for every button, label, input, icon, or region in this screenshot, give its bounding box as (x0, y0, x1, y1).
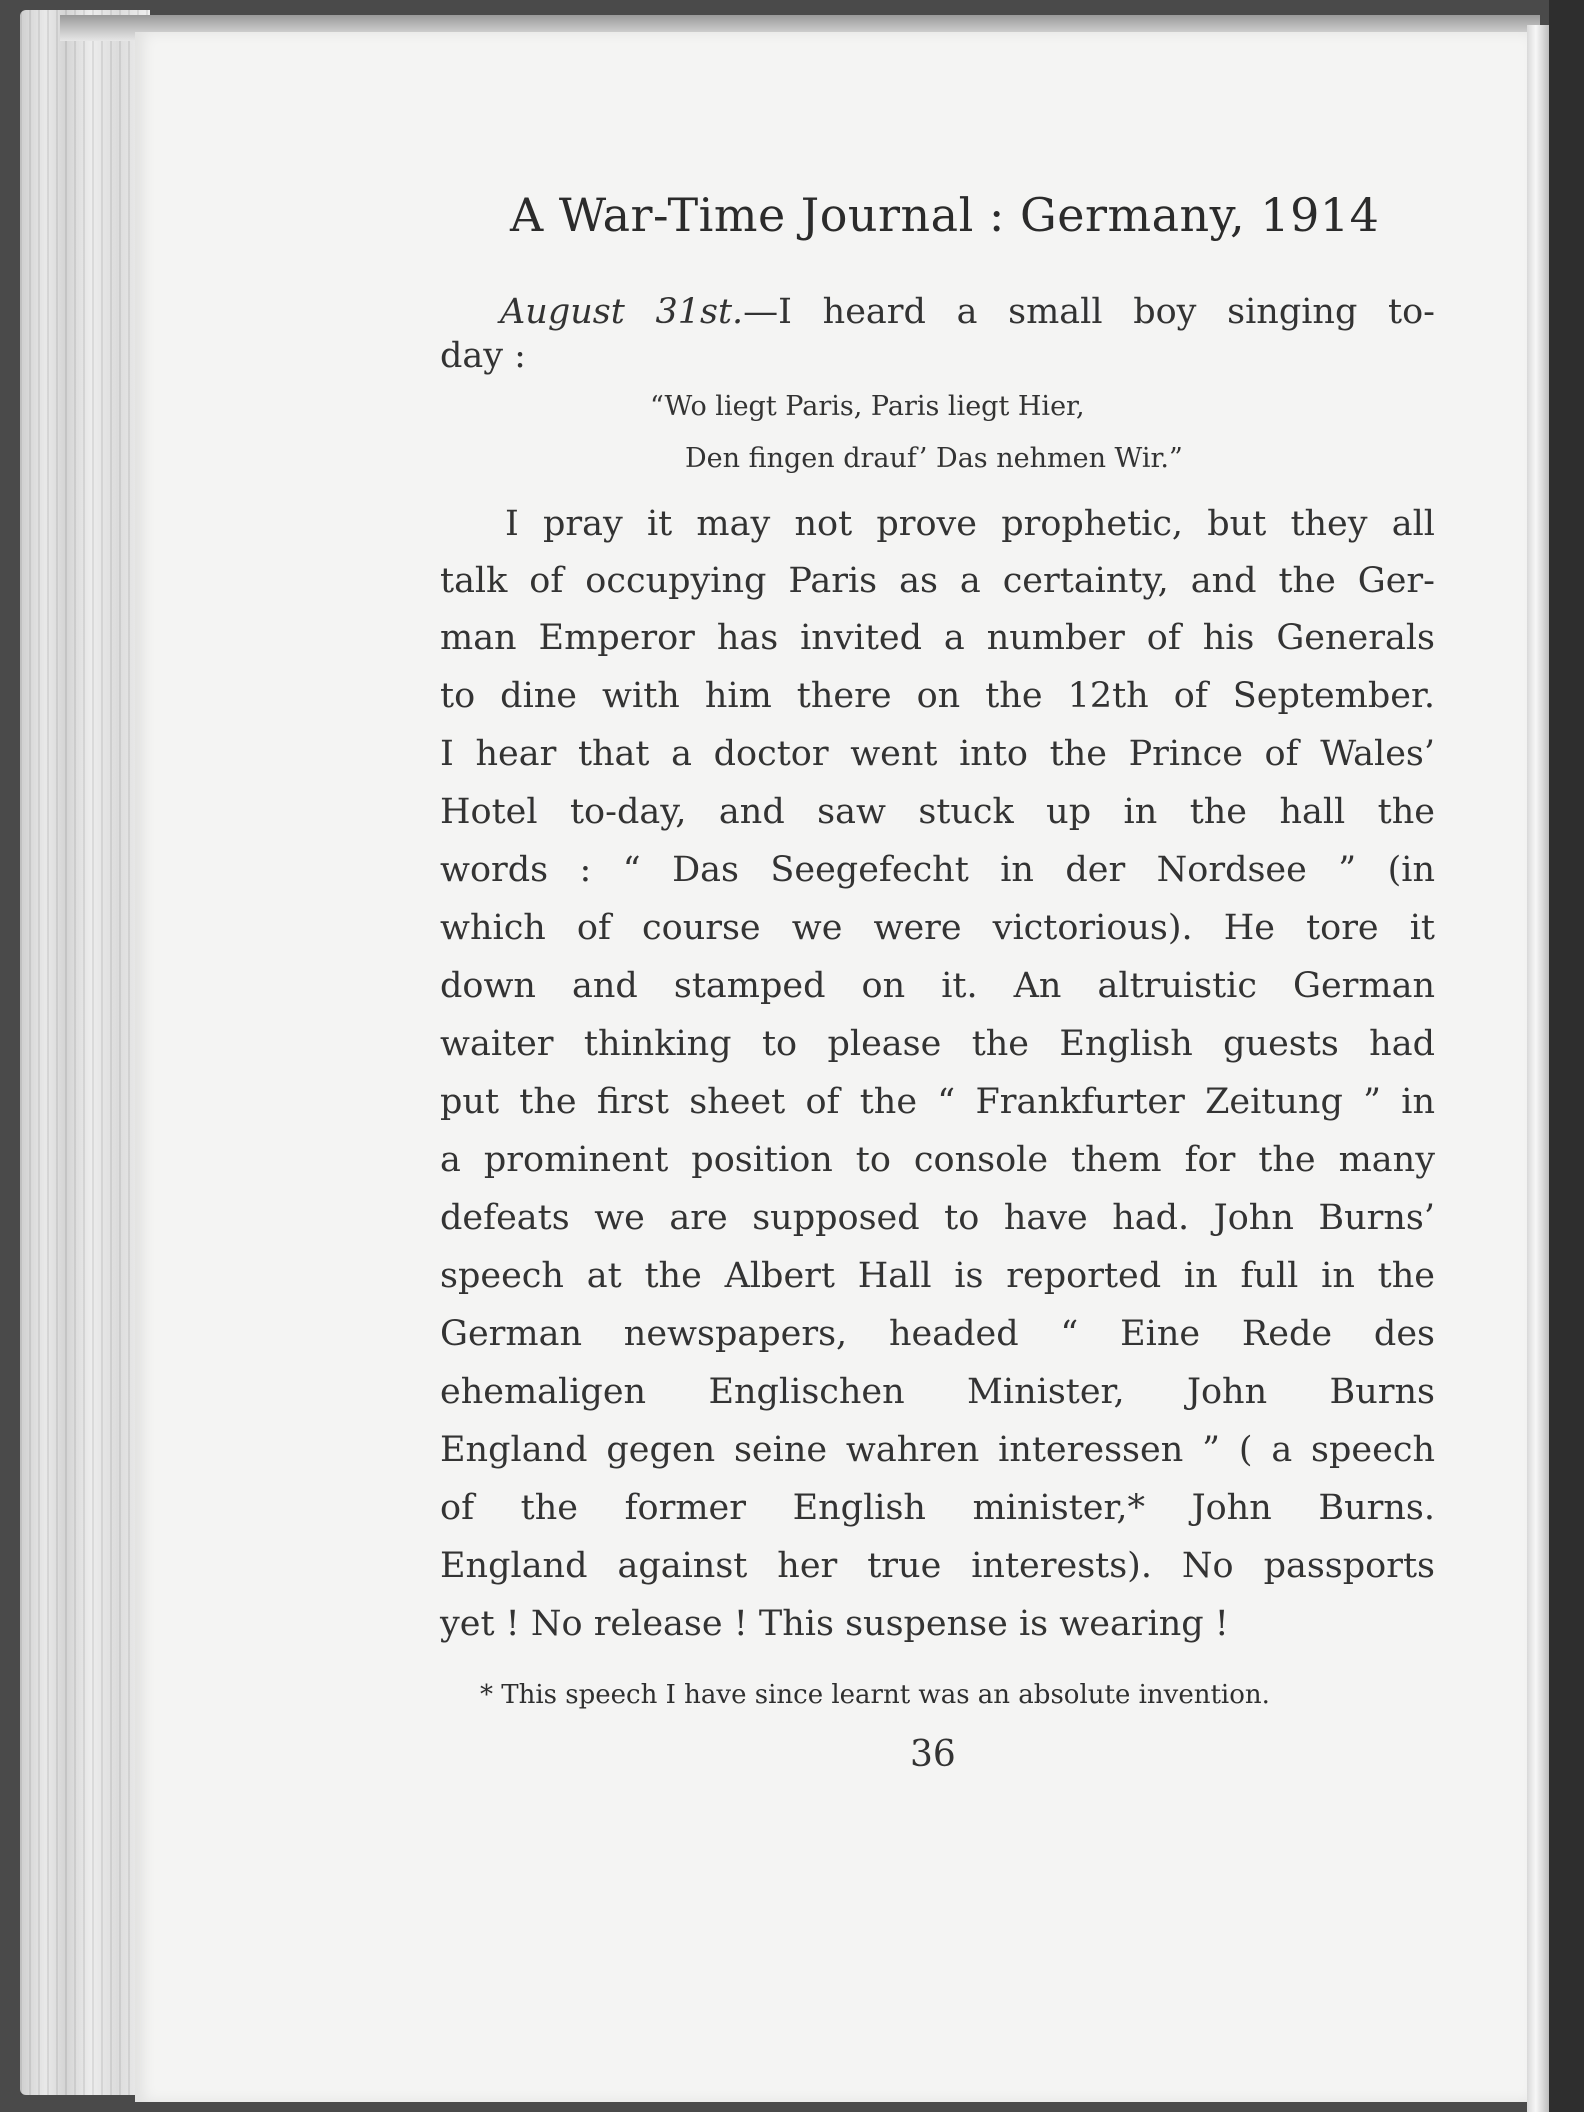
body-line-10: waiter thinking to please the English guests had (440, 1024, 1435, 1064)
body-line-11: put the first sheet of the “ Frankfurter Zeitung ” in (440, 1082, 1435, 1122)
verse-line-2: Den fingen drauf’ Das nehmen Wir.” (685, 443, 1183, 474)
book-page-stack (20, 10, 150, 2095)
body-line-5: I hear that a doctor went into the Prince of Wales’ (440, 734, 1435, 774)
body-line-16: ehemaligen Englischen Minister, John Burns (440, 1372, 1435, 1412)
entry-intro-line (500, 290, 1435, 334)
entry-intro-text: —I heard a small boy singing to- (743, 292, 1435, 332)
footnote: * This speech I have since learnt was an absolute invention. (480, 1680, 1270, 1710)
page-title: A War-Time Journal : Germany, 1914 (510, 188, 1380, 242)
body-line-7: words : “ Das Seegefecht in der Nordsee ” (in (440, 850, 1435, 890)
body-line-6: Hotel to-day, and saw stuck up in the hall the (440, 792, 1435, 832)
body-line-1: I pray it may not prove prophetic, but they all (505, 504, 1435, 544)
body-line-19: England against her true interests). No passports (440, 1546, 1435, 1586)
body-line-13: defeats we are supposed to have had. John Burns’ (440, 1198, 1435, 1238)
body-line-2: talk of occupying Paris as a certainty, and the Ger- (440, 561, 1435, 601)
body-line-3: man Emperor has invited a number of his Generals (440, 618, 1435, 658)
body-line-15: German newspapers, headed “ Eine Rede des (440, 1314, 1435, 1354)
body-line-18: of the former English minister,* John Burns. (440, 1488, 1435, 1528)
entry-date: August 31st. (500, 292, 744, 332)
book-right-edge (1527, 25, 1549, 2112)
page-number: 36 (910, 1734, 956, 1775)
body-line-17: England gegen seine wahren interessen ” ( a speech (440, 1430, 1435, 1470)
body-line-14: speech at the Albert Hall is reported in full in the (440, 1256, 1435, 1296)
verse-line-1: “Wo liegt Paris, Paris liegt Hier, (650, 391, 1085, 422)
body-line-8: which of course we were victorious). He tore it (440, 908, 1435, 948)
body-line-4: to dine with him there on the 12th of September. (440, 676, 1435, 716)
body-line-20: yet ! No release ! This suspense is wearing ! (440, 1604, 1229, 1644)
scan-background (1549, 0, 1584, 2112)
entry-intro-line-2: day : (440, 336, 526, 376)
body-line-9: down and stamped on it. An altruistic German (440, 966, 1435, 1006)
body-line-12: a prominent position to console them for the many (440, 1140, 1435, 1180)
